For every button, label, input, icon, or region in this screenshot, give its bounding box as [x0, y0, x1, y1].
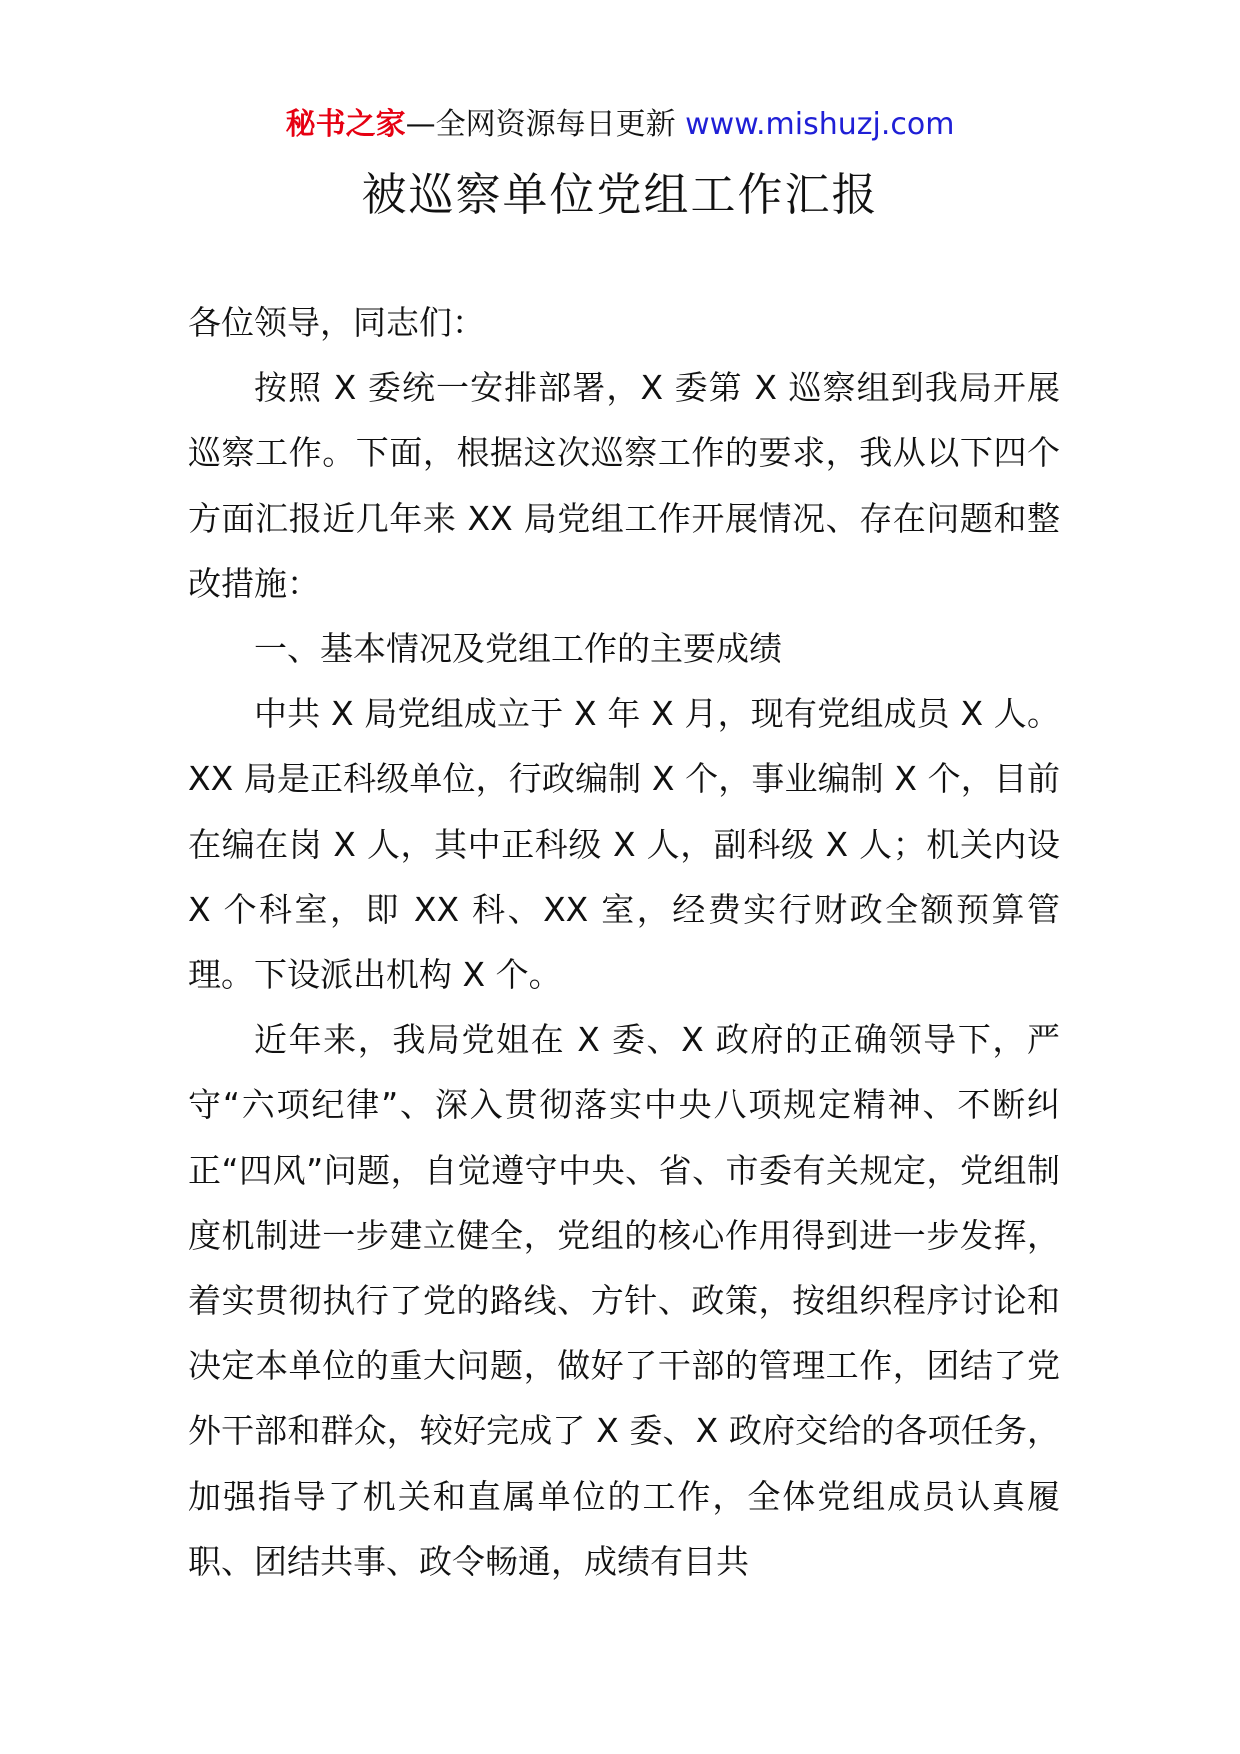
- salutation: 各位领导，同志们：: [188, 303, 485, 342]
- document-body: [188, 290, 1060, 1594]
- site-header: [0, 103, 1240, 147]
- site-tagline: —全网资源每日更新: [405, 107, 686, 142]
- paragraph-basic-info: 中共 X 局党组成立于 X 年 X 月，现有党组成员 X 人。XX 局是正科级单位，行政编制 X 个，事业编制 X 个，目前在编在岗 X 人，其中正科级 X 人，副科级 X 人；机关内设 X 个科室，即 XX 科、XX 室，经费实行财政全额预算管理。下设派出机构 X 个。: [188, 694, 1060, 995]
- brand-name: 秘书之家: [285, 107, 406, 142]
- paragraph-intro: 按照 X 委统一安排部署，X 委第 X 巡察组到我局开展巡察工作。下面，根据这次巡察工作的要求，我从以下四个方面汇报近几年来 XX 局党组工作开展情况、存在问题和整改措施：: [188, 368, 1060, 603]
- site-url-link[interactable]: www.mishuzj.com: [685, 107, 955, 142]
- paragraph-achievements: 近年来，我局党姐在 X 委、X 政府的正确领导下，严守“六项纪律”、深入贯彻落实中央八项规定精神、不断纠正“四风”问题，自觉遵守中央、省、市委有关规定，党组制度机制进一步建立健全，党组的核心作用得到进一步发挥，着实贯彻执行了党的路线、方针、政策，按组织程序讨论和决定本单位的重大问题，做好了干部的管理工作，团结了党外干部和群众，较好完成了 X 委、X 政府交给的各项任务，加强指导了机关和直属单位的工作，全体党组成员认真履职、团结共事、政令畅通，成绩有目共: [188, 1020, 1060, 1581]
- section-heading-1: 一、基本情况及党组工作的主要成绩: [254, 629, 782, 669]
- document-title: 被巡察单位党组工作汇报: [361, 168, 879, 221]
